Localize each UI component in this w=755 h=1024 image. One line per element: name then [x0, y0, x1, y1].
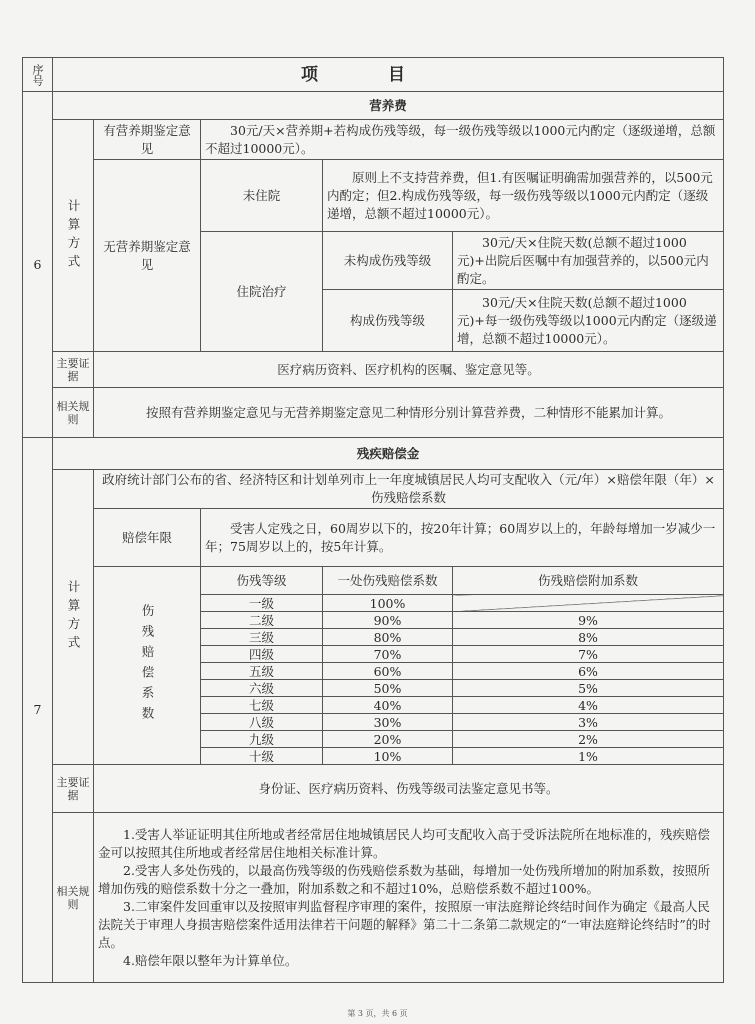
coef: 60% [323, 663, 453, 680]
grade: 一级 [201, 595, 323, 612]
rule-item: 3.二审案件发回重审以及按照审判监督程序审理的案件，按照原一审法庭辩论终结时间作为确定《最高人民法院关于审理人身损害赔偿案件适用法律若干问题的解释》第二十二条第二款规定的“一审法庭辩论终结时”的时点。 [98, 898, 711, 950]
grade: 六级 [201, 680, 323, 697]
grade-header: 伤残赔偿附加系数 [453, 567, 724, 595]
section-title: 残疾赔偿金 [53, 438, 724, 470]
rule-item: 2.受害人多处伤残的，以最高伤残等级的伤残赔偿系数为基础，每增加一处伤残所增加的附加系数，按照所增加伤残的赔偿系数十分之一叠加，附加系数之和不超过10%，总赔偿系数不超过100%。 [98, 862, 710, 896]
additional-coef: 2% [453, 731, 724, 748]
coef: 80% [323, 629, 453, 646]
additional-coef: 6% [453, 663, 724, 680]
coef: 50% [323, 680, 453, 697]
row-number-6: 6 [23, 92, 53, 438]
grade: 五级 [201, 663, 323, 680]
rules-label: 相关规则 [53, 813, 94, 983]
grade: 十级 [201, 748, 323, 765]
grade: 二级 [201, 612, 323, 629]
grade: 九级 [201, 731, 323, 748]
label: 无营养期鉴定意见 [94, 160, 201, 352]
additional-coef: 5% [453, 680, 724, 697]
page-footer: 第 3 页，共 6 页 [347, 1009, 408, 1018]
coef: 90% [323, 612, 453, 629]
label: 赔偿年限 [94, 509, 201, 567]
text: 30元/天×营养期+若构成伤残等级，每一级伤残等级以1000元内酌定（逐级递增，总额不超过10000元）。 [201, 120, 724, 160]
row-number-7: 7 [23, 438, 53, 983]
coef: 30% [323, 714, 453, 731]
grade: 三级 [201, 629, 323, 646]
evidence-text: 身份证、医疗病历资料、伤残等级司法鉴定意见书等。 [94, 765, 724, 813]
coef: 10% [323, 748, 453, 765]
additional-coef: 1% [453, 748, 724, 765]
text: 30元/天×住院天数(总额不超过1000元)+每一级伤残等级以1000元内酌定（逐级递增，总额不超过10000元）。 [453, 290, 724, 352]
text: 原则上不支持营养费，但1.有医嘱证明确需加强营养的，以500元内酌定；但2.构成伤残等级，每一级伤残等级以1000元内酌定（逐级递增，总额不超过10000元）。 [323, 160, 724, 232]
additional-coef: 3% [453, 714, 724, 731]
evidence-label: 主要证据 [53, 765, 94, 813]
label: 未构成伤残等级 [323, 232, 453, 290]
additional-coef: 7% [453, 646, 724, 663]
formula: 政府统计部门公布的省、经济特区和计划单列市上一年度城镇居民人均可支配收入（元/年）×赔偿年限（年）×伤残赔偿系数 [94, 470, 724, 509]
coef: 100% [323, 595, 453, 612]
rules-label: 相关规则 [53, 388, 94, 438]
calc-label: 计算方式 [53, 470, 94, 765]
rules-list [94, 813, 724, 983]
grade: 四级 [201, 646, 323, 663]
grade-header: 一处伤残赔偿系数 [323, 567, 453, 595]
evidence-label: 主要证据 [53, 352, 94, 388]
evidence-text: 医疗病历资料、医疗机构的医嘱、鉴定意见等。 [94, 352, 724, 388]
coef-label: 伤残赔偿系数 [94, 567, 201, 765]
label: 未住院 [201, 160, 323, 232]
additional-coef [453, 595, 724, 612]
label: 构成伤残等级 [323, 290, 453, 352]
coef: 70% [323, 646, 453, 663]
coef: 40% [323, 697, 453, 714]
grade: 八级 [201, 714, 323, 731]
item-header: 项目 [53, 58, 724, 92]
additional-coef: 4% [453, 697, 724, 714]
text: 30元/天×住院天数(总额不超过1000元)+出院后医嘱中有加强营养的，以500元内酌定。 [453, 232, 724, 290]
coef: 20% [323, 731, 453, 748]
rule-item: 4.赔偿年限以整年为计算单位。 [123, 952, 298, 968]
calc-label: 计算方式 [53, 120, 94, 352]
rule-item: 1.受害人举证证明其住所地或者经常居住地城镇居民人均可支配收入高于受诉法院所在地标准的，残疾赔偿金可以按照其住所地或者经常居住地相关标准计算。 [98, 826, 710, 860]
section-title: 营养费 [53, 92, 724, 120]
grade: 七级 [201, 697, 323, 714]
label: 住院治疗 [201, 232, 323, 352]
additional-coef: 8% [453, 629, 724, 646]
seq-header: 序号 [23, 58, 53, 92]
grade-header: 伤残等级 [201, 567, 323, 595]
label: 有营养期鉴定意见 [94, 120, 201, 160]
compensation-table [22, 57, 724, 983]
text: 受害人定残之日，60周岁以下的，按20年计算；60周岁以上的，年龄每增加一岁减少一年；75周岁以上的，按5年计算。 [201, 509, 724, 567]
additional-coef: 9% [453, 612, 724, 629]
rules-text: 按照有营养期鉴定意见与无营养期鉴定意见二种情形分别计算营养费，二种情形不能累加计算。 [94, 388, 724, 438]
